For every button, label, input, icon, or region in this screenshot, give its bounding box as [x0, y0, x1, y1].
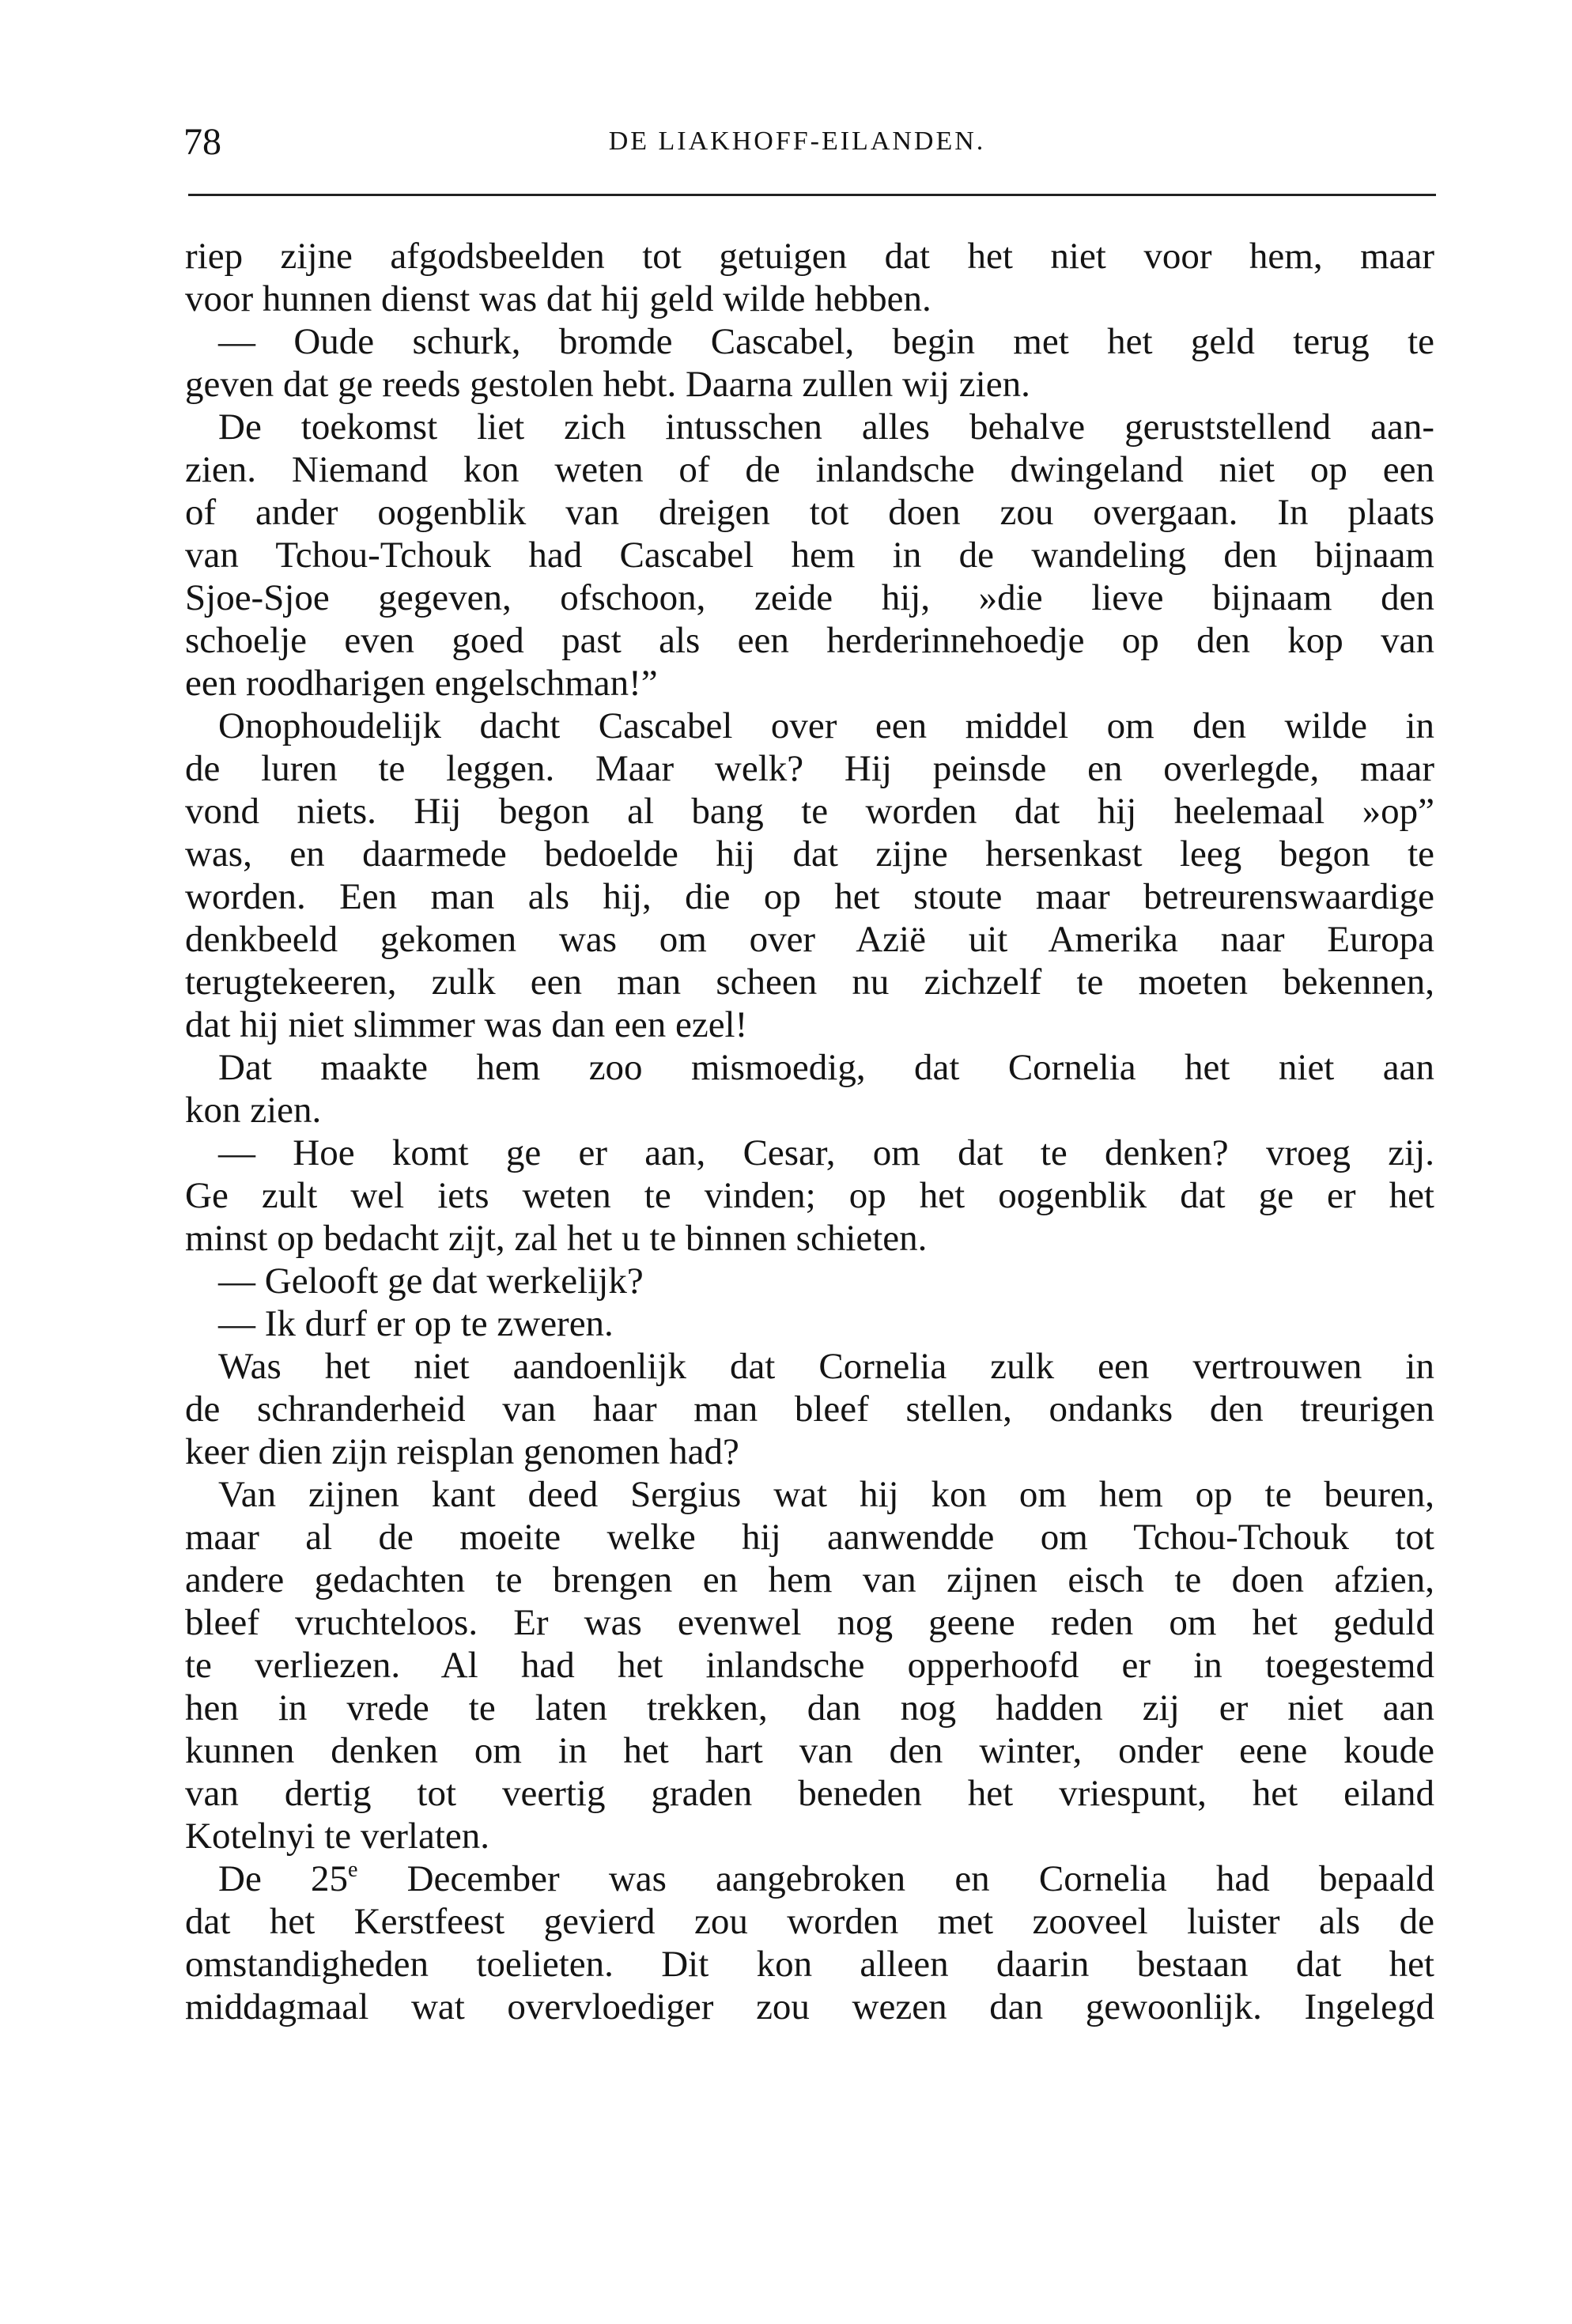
text-line: was, en daarmede bedoelde hij dat zijne hersenkast leeg begon te	[185, 833, 1434, 875]
superscript: e	[347, 1857, 358, 1882]
header-rule	[188, 194, 1436, 196]
text-line: een roodharigen engelschman!”	[185, 663, 658, 704]
page-number: 78	[183, 121, 221, 163]
text-segment: De 25	[218, 1858, 348, 1899]
text-line: of ander oogenblik van dreigen tot doen zou overgaan. In plaats	[185, 492, 1434, 533]
text-line: denkbeeld gekomen was om over Azië uit Amerika naar Europa	[185, 919, 1434, 960]
text-line: — Gelooft ge dat werkelijk?	[218, 1260, 644, 1302]
text-line: voor hunnen dienst was dat hij geld wilde hebben.	[185, 278, 931, 319]
text-line: geven dat ge reeds gestolen hebt. Daarna zullen wij zien.	[185, 364, 1030, 405]
text-line: — Hoe komt ge er aan, Cesar, om dat te denken? vroeg zij.	[218, 1132, 1434, 1173]
text-line: minst op bedacht zijt, zal het u te binnen schieten.	[185, 1218, 928, 1259]
text-line: worden. Een man als hij, die op het stoute maar betreurenswaardige	[185, 876, 1434, 917]
text-line: Dat maakte hem zoo mismoedig, dat Cornelia het niet aan	[218, 1047, 1434, 1088]
text-line: de schranderheid van haar man bleef stellen, ondanks den treurigen	[185, 1389, 1434, 1430]
running-title: DE LIAKHOFF-EILANDEN.	[608, 127, 986, 156]
body-text	[185, 235, 1434, 2028]
text-line: vond niets. Hij begon al bang te worden dat hij heelemaal »op”	[185, 791, 1434, 832]
text-line: terugtekeeren, zulk een man scheen nu zichzelf te moeten bekennen,	[185, 962, 1434, 1003]
text-line: omstandigheden toelieten. Dit kon alleen daarin bestaan dat het	[185, 1944, 1434, 1985]
text-line: Van zijnen kant deed Sergius wat hij kon om hem op te beuren,	[218, 1474, 1434, 1515]
text-segment: December was aangebroken en Cornelia had bepaald	[357, 1858, 1434, 1899]
text-line: De toekomst liet zich intusschen alles behalve geruststellend aan-	[218, 406, 1434, 448]
text-line: de luren te leggen. Maar welk? Hij peinsde en overlegde, maar	[185, 748, 1434, 789]
text-line: schoelje even goed past als een herderinnehoedje op den kop van	[185, 620, 1434, 661]
text-line	[185, 1857, 1434, 1900]
text-line: van dertig tot veertig graden beneden het vriespunt, het eiland	[185, 1773, 1434, 1814]
text-line: bleef vruchteloos. Er was evenwel nog geene reden om het geduld	[185, 1602, 1434, 1643]
text-line: Was het niet aandoenlijk dat Cornelia zulk een vertrouwen in	[218, 1346, 1434, 1387]
text-line: zien. Niemand kon weten of de inlandsche dwingeland niet op een	[185, 449, 1434, 490]
text-line: middagmaal wat overvloediger zou wezen dan gewoonlijk. Ingelegd	[185, 1986, 1434, 2027]
text-line: maar al de moeite welke hij aanwendde om Tchou-Tchouk tot	[185, 1517, 1434, 1558]
text-line: andere gedachten te brengen en hem van zijnen eisch te doen afzien,	[185, 1559, 1434, 1600]
text-line: — Ik durf er op te zweren.	[218, 1303, 614, 1344]
text-line: hen in vrede te laten trekken, dan nog hadden zij er niet aan	[185, 1687, 1434, 1729]
text-line: Ge zult wel iets weten te vinden; op het oogenblik dat ge er het	[185, 1175, 1434, 1216]
text-line: dat hij niet slimmer was dan een ezel!	[185, 1004, 748, 1045]
text-line: Onophoudelijk dacht Cascabel over een middel om den wilde in	[218, 705, 1434, 746]
text-line: kunnen denken om in het hart van den winter, onder eene koude	[185, 1730, 1434, 1771]
text-line: kon zien.	[185, 1090, 322, 1131]
text-line: keer dien zijn reisplan genomen had?	[185, 1431, 739, 1472]
text-line: — Oude schurk, bromde Cascabel, begin met het geld terug te	[218, 321, 1434, 362]
text-line: van Tchou-Tchouk had Cascabel hem in de wandeling den bijnaam	[185, 535, 1434, 576]
text-line: Sjoe-Sjoe gegeven, ofschoon, zeide hij, »die lieve bijnaam den	[185, 577, 1434, 618]
text-line: te verliezen. Al had het inlandsche opperhoofd er in toegestemd	[185, 1645, 1434, 1686]
text-line: dat het Kerstfeest gevierd zou worden met zooveel luister als de	[185, 1901, 1434, 1942]
text-line: riep zijne afgodsbeelden tot getuigen dat het niet voor hem, maar	[185, 236, 1434, 277]
text-line: Kotelnyi te verlaten.	[185, 1816, 489, 1857]
